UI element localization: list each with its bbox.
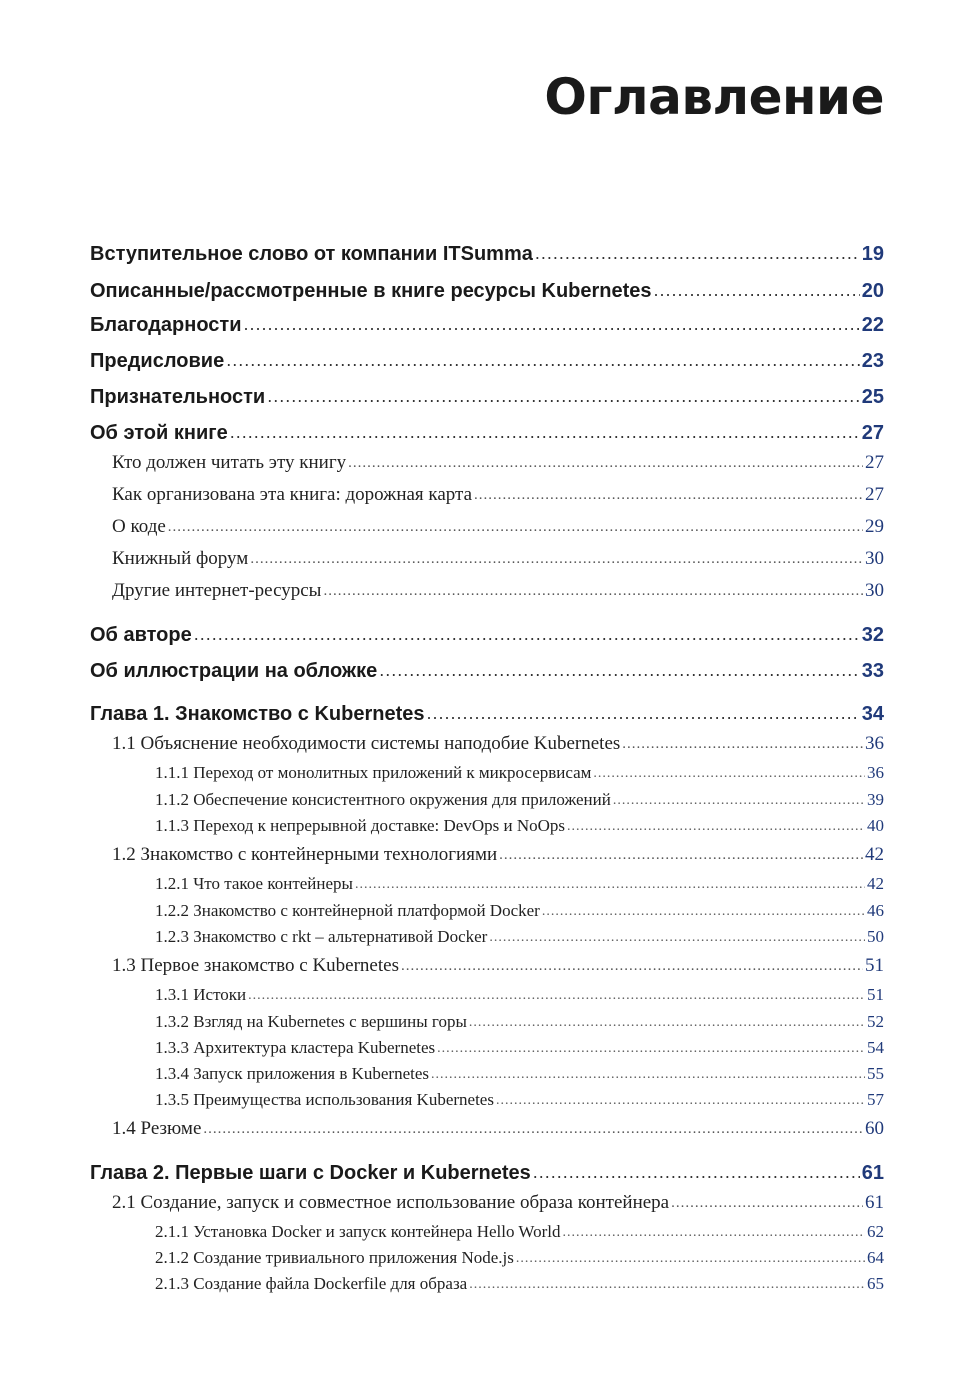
toc-entry[interactable]	[112, 844, 884, 866]
toc-entry-page: 20	[861, 280, 884, 302]
toc-entry-title: 1.3.5 Преимущества использования Kubernetes	[155, 1090, 494, 1109]
toc-entry-title: Как организована эта книга: дорожная карта	[112, 484, 472, 505]
toc-entry-page: 55	[867, 1064, 884, 1083]
toc-entry[interactable]	[90, 350, 884, 373]
toc-entry-title: Благодарности	[90, 314, 242, 336]
dot-leader	[250, 551, 863, 568]
toc-entry[interactable]	[155, 816, 884, 836]
dot-leader	[348, 455, 863, 472]
toc-entry-title: 1.2.2 Знакомство с контейнерной платформой Docker	[155, 901, 540, 920]
toc-entry[interactable]	[155, 763, 884, 783]
toc-entry[interactable]	[90, 386, 884, 409]
toc-entry-title: 1.1.3 Переход к непрерывной доставке: DevOps и NoOps	[155, 816, 566, 835]
toc-entry-page: 33	[861, 660, 884, 682]
toc-entry[interactable]	[155, 1274, 884, 1294]
toc-entry-page: 54	[867, 1038, 884, 1057]
dot-leader	[563, 1225, 866, 1241]
toc-entry[interactable]	[112, 1118, 884, 1140]
toc-entry-title: Вступительное слово от компании ITSumma	[90, 243, 533, 265]
toc-entry-page: 22	[861, 314, 884, 336]
dot-leader	[437, 1041, 865, 1057]
toc-entry[interactable]	[112, 452, 884, 474]
toc-entry[interactable]	[155, 901, 884, 921]
toc-entry-title: 1.2.1 Что такое контейнеры	[155, 874, 353, 893]
dot-leader	[323, 583, 863, 600]
toc-entry-page: 65	[867, 1274, 884, 1293]
toc-entry-page: 25	[861, 386, 884, 408]
dot-leader	[516, 1251, 865, 1267]
toc-entry[interactable]	[90, 624, 884, 647]
dot-leader	[244, 314, 860, 335]
toc-entry-title: 1.4 Резюме	[112, 1118, 202, 1139]
toc-entry-page: 51	[865, 955, 884, 976]
toc-entry-title: 1.3.4 Запуск приложения в Kubernetes	[155, 1064, 430, 1083]
toc-entry-page: 52	[867, 1012, 884, 1031]
toc-entry-page: 27	[865, 452, 884, 473]
toc-entry-page: 30	[865, 548, 884, 569]
page-title: Оглавление	[544, 68, 884, 126]
toc-entry[interactable]	[112, 733, 884, 755]
toc-entry-page: 34	[861, 703, 884, 725]
toc-entry[interactable]	[90, 1162, 884, 1185]
toc-entry[interactable]	[90, 280, 884, 303]
toc-entry-title: 1.2.3 Знакомство с rkt – альтернативой Docker	[155, 927, 488, 946]
dot-leader	[499, 847, 863, 864]
toc-entry-title: Книжный форум	[112, 548, 249, 569]
toc-entry-page: 62	[867, 1222, 884, 1241]
dot-leader	[671, 1195, 863, 1212]
toc-entry[interactable]	[155, 790, 884, 810]
toc-entry-title: 1.1.2 Обеспечение консистентного окружения для приложений	[155, 790, 611, 809]
toc-entry[interactable]	[155, 985, 884, 1005]
toc-entry-title: 2.1.2 Создание тривиального приложения Node.js	[155, 1248, 514, 1267]
toc-entry[interactable]	[112, 516, 884, 538]
toc-entry-page: 60	[865, 1118, 884, 1139]
dot-leader	[567, 819, 865, 835]
dot-leader	[203, 1121, 863, 1138]
toc-entry[interactable]	[155, 1248, 884, 1268]
dot-leader	[427, 703, 860, 724]
toc-entry-page: 50	[867, 927, 884, 946]
toc-entry-page: 27	[865, 484, 884, 505]
dot-leader	[622, 736, 863, 753]
toc-entry-page: 46	[867, 901, 884, 920]
toc-entry-page: 42	[867, 874, 884, 893]
toc-entry[interactable]	[90, 703, 884, 726]
toc-entry-page: 36	[865, 733, 884, 754]
toc-entry[interactable]	[112, 955, 884, 977]
dot-leader	[496, 1093, 865, 1109]
toc-entry-title: 2.1 Создание, запуск и совместное использование образа контейнера	[112, 1192, 670, 1213]
dot-leader	[226, 350, 860, 371]
toc-entry-page: 32	[861, 624, 884, 646]
toc-entry-title: 1.3 Первое знакомство с Kubernetes	[112, 955, 399, 976]
toc-entry-title: Кто должен читать эту книгу	[112, 452, 347, 473]
toc-entry-title: Об иллюстрации на обложке	[90, 660, 378, 682]
toc-entry-page: 36	[867, 763, 884, 782]
toc-entry[interactable]	[90, 314, 884, 337]
toc-entry-title: 2.1.3 Создание файла Dockerfile для образа	[155, 1274, 468, 1293]
toc-entry-title: Об этой книге	[90, 422, 228, 444]
toc-entry-page: 57	[867, 1090, 884, 1109]
toc-entry[interactable]	[90, 243, 884, 266]
toc-entry[interactable]	[155, 874, 884, 894]
dot-leader	[379, 660, 860, 681]
toc-entry-page: 61	[865, 1192, 884, 1213]
dot-leader	[267, 386, 860, 407]
toc-entry-title: Глава 1. Знакомство с Kubernetes	[90, 703, 425, 725]
dot-leader	[355, 877, 865, 893]
toc-entry-title: 1.1 Объяснение необходимости системы наподобие Kubernetes	[112, 733, 621, 754]
dot-leader	[168, 519, 863, 536]
toc-entry-title: О коде	[112, 516, 166, 537]
dot-leader	[593, 766, 865, 782]
dot-leader	[533, 1162, 860, 1183]
toc-entry-title: Другие интернет-ресурсы	[112, 580, 322, 601]
toc-entry[interactable]	[112, 1192, 884, 1214]
toc-entry[interactable]	[90, 422, 884, 445]
toc-entry-page: 30	[865, 580, 884, 601]
toc-entry[interactable]	[112, 548, 884, 570]
toc-entry-title: Признательности	[90, 386, 266, 408]
dot-leader	[469, 1015, 865, 1031]
dot-leader	[230, 422, 860, 443]
toc-entry-title: 1.1.1 Переход от монолитных приложений к микросервисам	[155, 763, 592, 782]
toc-entry-page: 61	[861, 1162, 884, 1184]
toc-entry-title: 1.3.3 Архитектура кластера Kubernetes	[155, 1038, 436, 1057]
toc-entry-page: 40	[867, 816, 884, 835]
toc-entry-page: 51	[867, 985, 884, 1004]
dot-leader	[542, 904, 865, 920]
dot-leader	[469, 1277, 865, 1293]
dot-leader	[535, 243, 860, 264]
dot-leader	[654, 280, 860, 301]
toc-entry-page: 64	[867, 1248, 884, 1267]
toc-entry[interactable]	[90, 660, 884, 683]
toc-entry-page: 23	[861, 350, 884, 372]
toc-entry[interactable]	[155, 1064, 884, 1084]
toc-entry-page: 27	[861, 422, 884, 444]
dot-leader	[431, 1067, 865, 1083]
dot-leader	[613, 793, 865, 809]
toc-entry-page: 39	[867, 790, 884, 809]
toc-entry-page: 29	[865, 516, 884, 537]
toc-entry[interactable]	[112, 580, 884, 602]
toc-entry-page: 19	[861, 243, 884, 265]
toc-entry[interactable]	[155, 1038, 884, 1058]
toc-entry[interactable]	[155, 927, 884, 947]
dot-leader	[248, 988, 865, 1004]
toc-entry-title: Описанные/рассмотренные в книге ресурсы Kubernetes	[90, 280, 652, 302]
dot-leader	[489, 930, 865, 946]
toc-entry-title: 1.3.2 Взгляд на Kubernetes с вершины горы	[155, 1012, 467, 1031]
toc-entry-page: 42	[865, 844, 884, 865]
toc-entry[interactable]	[155, 1222, 884, 1242]
toc-entry[interactable]	[155, 1090, 884, 1110]
toc-entry-title: 1.2 Знакомство с контейнерными технологиями	[112, 844, 498, 865]
toc-entry-title: Глава 2. Первые шаги с Docker и Kubernetes	[90, 1162, 531, 1184]
toc-entry-title: Предисловие	[90, 350, 225, 372]
dot-leader	[401, 958, 863, 975]
toc-entry[interactable]	[112, 484, 884, 506]
toc-entry-title: 2.1.1 Установка Docker и запуск контейнера Hello World	[155, 1222, 561, 1241]
toc-entry[interactable]	[155, 1012, 884, 1032]
dot-leader	[474, 487, 863, 504]
toc-entry-title: Об авторе	[90, 624, 192, 646]
toc-entry-title: 1.3.1 Истоки	[155, 985, 247, 1004]
dot-leader	[194, 624, 860, 645]
